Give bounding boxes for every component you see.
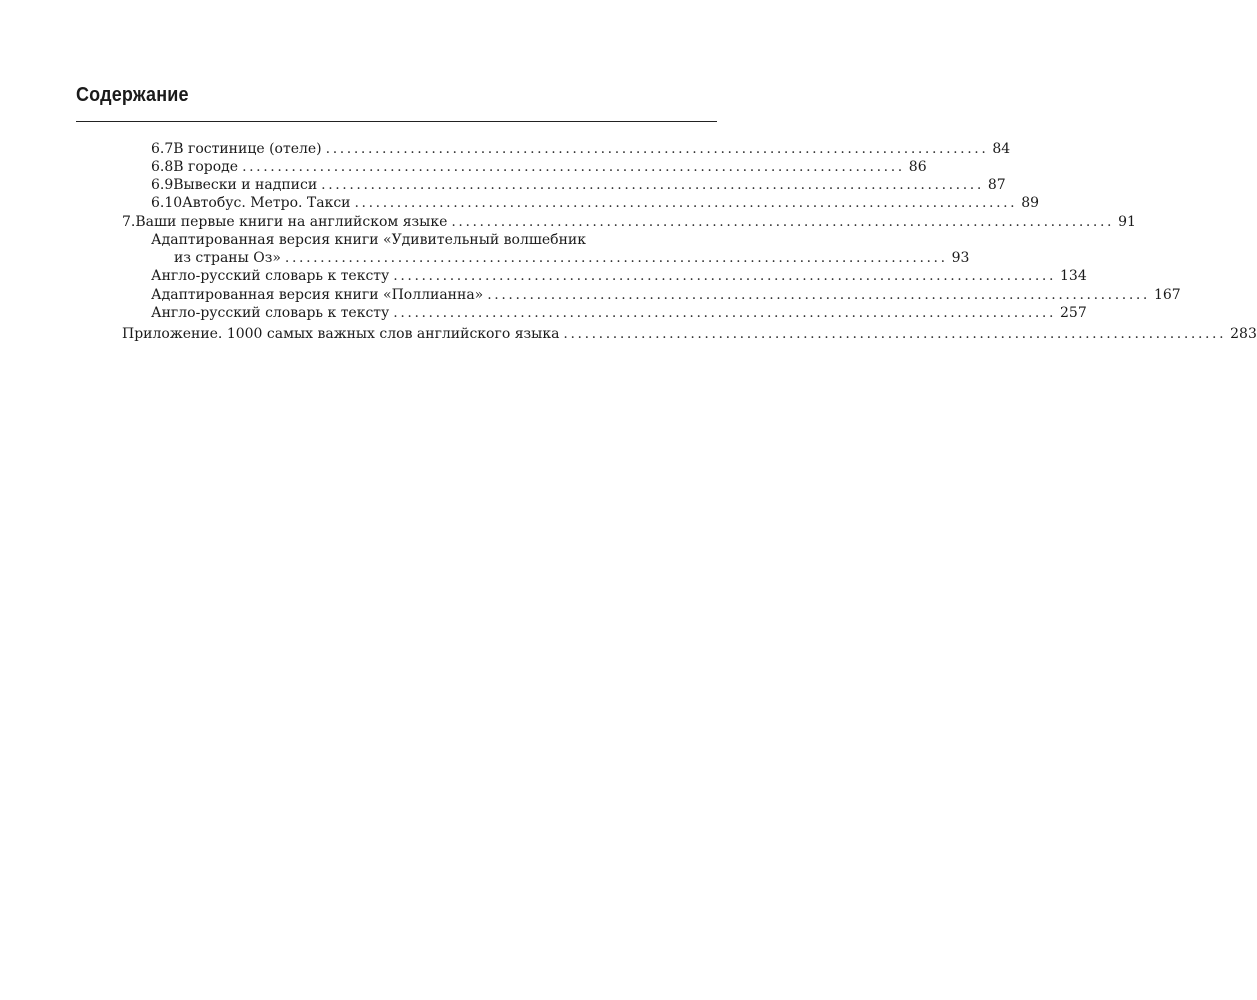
- toc-entry-title: В городе: [173, 159, 239, 175]
- toc-dot-leader: ..............................................................................................: [242, 159, 905, 175]
- toc-entry-number: 6.8: [151, 159, 174, 175]
- toc-entry-page: 86: [908, 159, 927, 175]
- header-divider: [76, 121, 717, 122]
- toc-entry-page: 84: [992, 141, 1011, 157]
- toc-entry-dictionary-2[interactable]: [151, 304, 1087, 322]
- toc-entry-title: Адаптированная версия книги «Поллианна»: [151, 287, 484, 303]
- toc-entry-pollyanna[interactable]: [151, 286, 1181, 304]
- toc-entry-title[interactable]: Адаптированная версия книги «Удивительный волшебник: [151, 232, 586, 248]
- toc-dot-leader: ..............................................................................................: [393, 268, 1057, 284]
- toc-dot-leader: ..............................................................................................: [393, 305, 1057, 321]
- toc-entry-dictionary-1[interactable]: [151, 267, 1087, 285]
- toc-entry-6-7[interactable]: [151, 140, 1011, 158]
- toc-entry-page: 257: [1060, 305, 1087, 321]
- toc-entry-6-8[interactable]: [151, 158, 927, 176]
- toc-entry-title: Ваши первые книги на английском языке: [135, 214, 448, 230]
- toc-dot-leader: ..............................................................................................: [451, 214, 1115, 230]
- toc-entry-page: 134: [1060, 268, 1087, 284]
- toc-entry-appendix[interactable]: [122, 325, 1257, 343]
- toc-entry-number: 6.7: [151, 141, 174, 157]
- toc-entry-number: 6.9: [151, 177, 174, 193]
- toc-entry-page: 91: [1118, 214, 1136, 230]
- toc-entry-title: Англо-русский словарь к тексту: [151, 268, 390, 284]
- toc-entry-title-continued: из страны Оз»: [174, 250, 281, 266]
- toc-entry-title: Автобус. Метро. Такси: [182, 195, 351, 211]
- toc-dot-leader: ..............................................................................................: [325, 141, 989, 157]
- toc-entry-title: В гостинице (отеле): [173, 141, 322, 157]
- toc-entry-page: 89: [1021, 195, 1040, 211]
- toc-dot-leader: ..............................................................................................: [563, 326, 1227, 342]
- toc-dot-leader: ..............................................................................................: [284, 250, 948, 266]
- toc-entry-page: 283: [1230, 326, 1257, 342]
- page-title: Содержание: [76, 84, 189, 106]
- toc-entry-number: 6.10: [151, 195, 183, 211]
- toc-entry-title: Приложение. 1000 самых важных слов английского языка: [122, 326, 560, 342]
- toc-entry-number: 7.: [122, 214, 136, 230]
- toc-entry-6-9[interactable]: [151, 176, 1006, 194]
- toc-entry-page: 167: [1153, 287, 1181, 303]
- toc-entry-title: Англо-русский словарь к тексту: [151, 305, 390, 321]
- toc-entry-6-10[interactable]: [151, 194, 1040, 212]
- toc-dot-leader: ..............................................................................................: [354, 195, 1018, 211]
- toc-entry-title: Вывески и надписи: [173, 177, 318, 193]
- toc-dot-leader: ..............................................................................................: [487, 287, 1150, 303]
- toc-entry-page: 87: [987, 177, 1006, 193]
- toc-entry-page: 93: [951, 250, 970, 266]
- toc-entry-oz[interactable]: [174, 249, 970, 267]
- toc-dot-leader: ..............................................................................................: [321, 177, 984, 193]
- toc-entry-7[interactable]: [122, 213, 1136, 231]
